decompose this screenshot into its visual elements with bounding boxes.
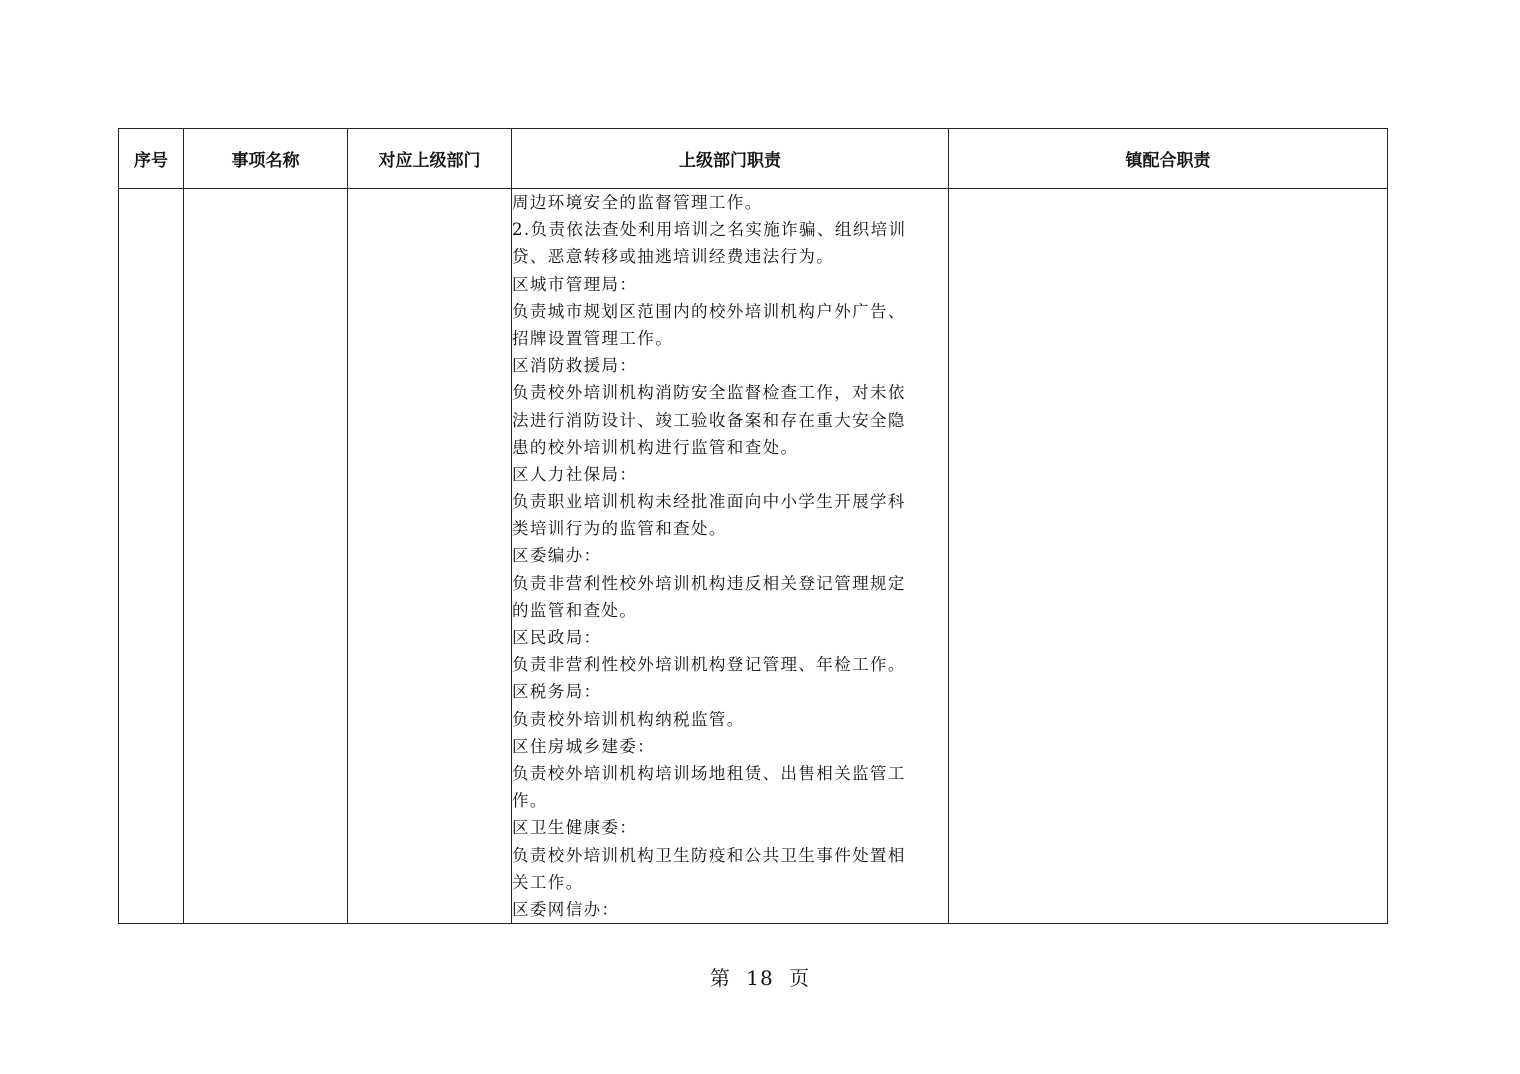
cell-item-name bbox=[184, 189, 348, 924]
duty-line: 负责非营利性校外培训机构登记管理、年检工作。 bbox=[512, 655, 906, 675]
duty-line: 区消防救援局： bbox=[512, 356, 638, 376]
duty-line: 作。 bbox=[512, 791, 548, 811]
duty-line: 招牌设置管理工作。 bbox=[512, 328, 674, 348]
header-seq: 序号 bbox=[119, 129, 184, 189]
duty-line: 负责校外培训机构培训场地租赁、出售相关监管工 bbox=[512, 763, 906, 783]
duty-line: 周边环境安全的监督管理工作。 bbox=[512, 193, 763, 212]
header-upper-duty: 上级部门职责 bbox=[512, 129, 949, 189]
header-item-name: 事项名称 bbox=[184, 129, 348, 189]
duty-line: 贷、恶意转移或抽逃培训经费违法行为。 bbox=[512, 247, 835, 267]
duty-line: 患的校外培训机构进行监管和查处。 bbox=[512, 437, 799, 457]
duty-line: 负责校外培训机构卫生防疫和公共卫生事件处置相 bbox=[512, 845, 906, 865]
duty-line: 类培训行为的监管和查处。 bbox=[512, 519, 727, 539]
duty-line: 区委网信办： bbox=[512, 899, 620, 919]
cell-seq bbox=[119, 189, 184, 924]
duty-line: 关工作。 bbox=[512, 872, 584, 892]
header-upper-dept: 对应上级部门 bbox=[348, 129, 512, 189]
page-number: 18 bbox=[746, 966, 774, 990]
duty-line: 负责职业培训机构未经批准面向中小学生开展学科 bbox=[512, 492, 906, 512]
duty-line: 的监管和查处。 bbox=[512, 600, 638, 620]
duty-line: 区委编办： bbox=[512, 546, 602, 566]
page-number-prefix: 第 bbox=[709, 966, 731, 990]
duty-line: 2.负责依法查处利用培训之名实施诈骗、组织培训 bbox=[512, 220, 907, 240]
duty-line: 区城市管理局： bbox=[512, 274, 638, 294]
page-footer bbox=[0, 962, 1520, 991]
duty-line: 负责校外培训机构纳税监管。 bbox=[512, 709, 745, 729]
duty-line: 区人力社保局： bbox=[512, 464, 638, 484]
duty-line: 区税务局： bbox=[512, 682, 602, 702]
duty-line: 区卫生健康委： bbox=[512, 818, 638, 838]
header-town-duty: 镇配合职责 bbox=[949, 129, 1388, 189]
cell-upper-duty bbox=[512, 189, 949, 924]
table-header-row bbox=[119, 129, 1388, 189]
duty-line: 负责非营利性校外培训机构违反相关登记管理规定 bbox=[512, 573, 906, 593]
table-row bbox=[119, 189, 1388, 924]
duty-line: 负责校外培训机构消防安全监督检查工作，对未依 bbox=[512, 383, 906, 403]
cell-upper-dept bbox=[348, 189, 512, 924]
duty-line: 法进行消防设计、竣工验收备案和存在重大安全隐 bbox=[512, 410, 906, 430]
page-number-suffix: 页 bbox=[789, 966, 811, 990]
cell-town-duty bbox=[949, 189, 1388, 924]
duty-line: 区住房城乡建委： bbox=[512, 736, 656, 756]
duty-line: 区民政局： bbox=[512, 628, 602, 647]
duty-table bbox=[118, 128, 1388, 924]
duty-line: 负责城市规划区范围内的校外培训机构户外广告、 bbox=[512, 301, 906, 321]
